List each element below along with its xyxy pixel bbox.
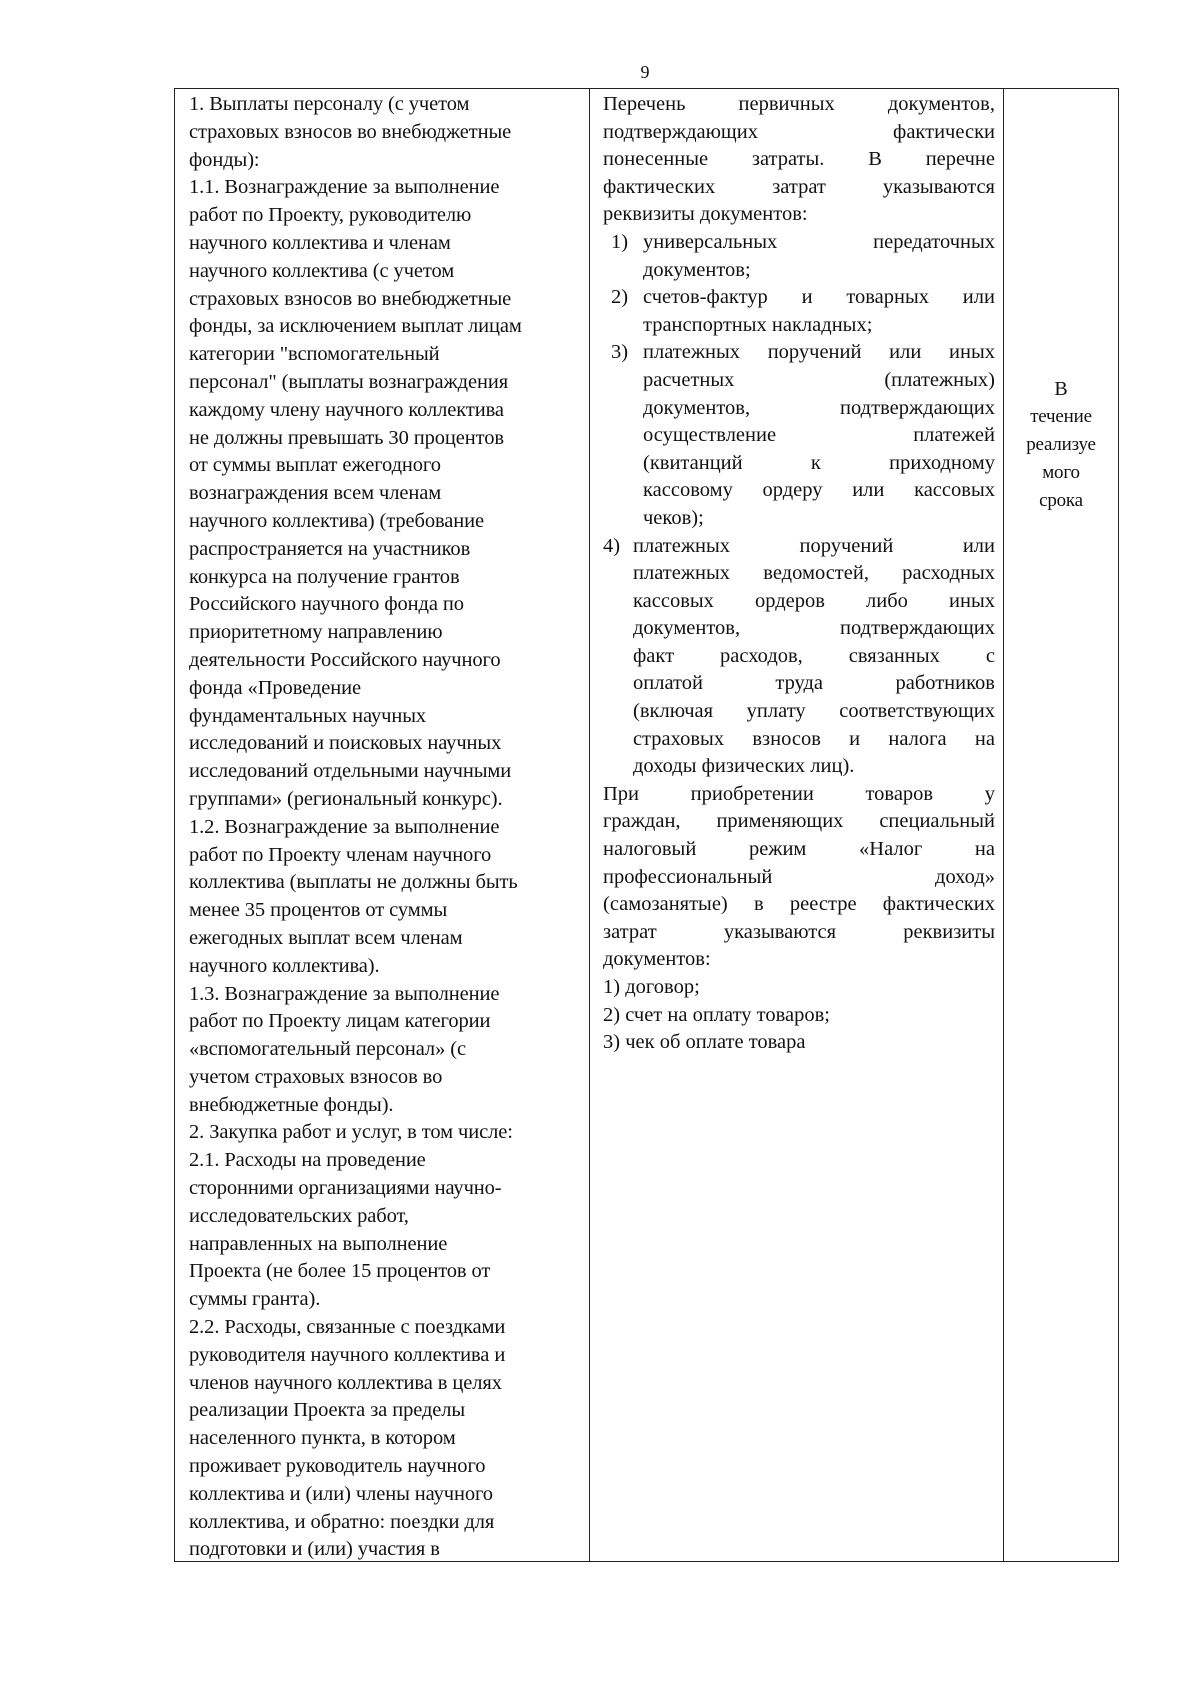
word: и — [801, 286, 813, 309]
word: иных — [949, 341, 995, 364]
word: профессиональный — [603, 865, 773, 888]
word: фактических — [882, 893, 995, 916]
justified-line — [603, 808, 995, 836]
word: ведомостей, — [763, 562, 869, 585]
expense-table — [174, 88, 1119, 1562]
word: факт — [633, 644, 675, 667]
word: работников — [895, 672, 995, 695]
supporting-documents-column — [590, 89, 1004, 1561]
category-line: деятельности Российского научного — [189, 648, 501, 671]
category-line: руководителя научного коллектива и — [189, 1343, 506, 1366]
deadline-line: В — [1054, 378, 1068, 400]
justified-line — [633, 726, 995, 754]
word: ордеру — [762, 479, 823, 502]
word: поручений — [799, 534, 894, 557]
category-line: конкурса на получение грантов — [189, 565, 460, 588]
category-line: коллектива (выплаты не должны быть — [189, 871, 518, 894]
word: или — [889, 341, 922, 364]
category-line: работ по Проекту членам научного — [189, 843, 492, 866]
category-line: научного коллектива (с учетом — [189, 259, 455, 282]
word: (платежных) — [884, 368, 995, 391]
document-list-item — [603, 284, 995, 339]
word: товаров — [865, 782, 934, 805]
category-line: реализации Проекта за пределы — [189, 1399, 466, 1422]
word: расходных — [902, 562, 995, 585]
deadline-line: срока — [1039, 490, 1083, 511]
category-line: сторонними организациями научно- — [189, 1177, 502, 1200]
category-line: 1. Выплаты персоналу (с учетом — [189, 93, 470, 115]
category-line: работ по Проекту, руководителю — [189, 204, 472, 227]
word: взносов — [752, 727, 821, 750]
word: на — [974, 838, 995, 861]
word: фактических — [603, 175, 716, 198]
word: кассовых — [914, 479, 995, 502]
justified-line — [633, 615, 995, 643]
category-line: 1.1. Вознаграждение за выполнение — [189, 176, 500, 199]
text-line: реквизиты документов: — [603, 203, 808, 226]
word: или — [852, 479, 885, 502]
word: кассовому — [643, 479, 733, 502]
word: с — [985, 644, 995, 667]
justified-line — [603, 146, 995, 174]
category-line: «вспомогательный персонал» (с — [189, 1038, 466, 1061]
justified-line — [643, 339, 995, 367]
category-line: 1.3. Вознаграждение за выполнение — [189, 982, 500, 1005]
word: режим — [748, 838, 807, 861]
justified-line — [603, 836, 995, 864]
expense-category-column — [175, 89, 590, 1561]
justified-line — [603, 91, 995, 119]
justified-line — [633, 588, 995, 616]
category-line: населенного пункта, в котором — [189, 1427, 456, 1450]
word: или — [962, 534, 995, 557]
category-line: исследовательских работ, — [189, 1204, 409, 1227]
category-line: страховых взносов во внебюджетные — [189, 287, 512, 310]
word: затрат — [603, 920, 657, 943]
justified-line — [603, 864, 995, 892]
justified-line — [603, 891, 995, 919]
word: и — [849, 727, 861, 750]
list-item-body — [633, 533, 995, 781]
word: понесенные — [603, 148, 709, 171]
document-list-item — [603, 229, 995, 284]
category-line: группами» (региональный конкурс). — [189, 787, 503, 810]
deadline-column — [1004, 89, 1118, 1561]
word: расчетных — [643, 368, 735, 391]
word: (включая — [633, 700, 714, 723]
category-line: категории "вспомогательный — [189, 343, 440, 366]
justified-line — [633, 698, 995, 726]
word: у — [984, 782, 995, 805]
word: (квитанций — [643, 451, 743, 474]
text-line: 3) чек об оплате товара — [603, 1031, 806, 1054]
text-line: 2) счет на оплату товаров; — [603, 1003, 830, 1026]
word: «Налог — [859, 838, 923, 861]
text-line: чеков); — [643, 506, 704, 529]
word: Перечень — [603, 93, 686, 115]
text-line: документов: — [603, 948, 711, 971]
word: кассовых — [633, 589, 714, 612]
justified-line — [603, 919, 995, 947]
word: ордеров — [755, 589, 825, 612]
category-line: каждому члену научного коллектива — [189, 398, 504, 421]
word: платежных — [643, 341, 740, 364]
category-line: работ по Проекту лицам категории — [189, 1010, 491, 1033]
justified-line — [643, 422, 995, 450]
word: платежных — [633, 562, 730, 585]
category-line: ежегодных выплат всем членам — [189, 926, 463, 949]
word: товарных — [846, 286, 930, 309]
word: связанных — [848, 644, 940, 667]
word: перечне — [925, 148, 995, 171]
word: иных — [949, 589, 995, 612]
word: универсальных — [643, 230, 778, 253]
word: налога — [888, 727, 947, 750]
justified-line — [643, 450, 995, 478]
word: платежных — [633, 534, 730, 557]
list-item-body — [643, 284, 995, 339]
document-list-item — [603, 533, 995, 781]
justified-line — [603, 781, 995, 809]
justified-line — [643, 395, 995, 423]
word: затраты. — [751, 148, 825, 171]
word: уплату — [746, 700, 806, 723]
justified-line — [643, 229, 995, 257]
category-line: 2. Закупка работ и услуг, в том числе: — [189, 1121, 513, 1144]
category-line: исследований отдельными научными — [189, 760, 512, 783]
word: расходов, — [720, 644, 803, 667]
category-line: распространяется на участников — [189, 537, 471, 560]
category-line: не должны превышать 30 процентов — [189, 426, 504, 449]
category-line: Проекта (не более 15 процентов от — [189, 1260, 491, 1283]
word: платежей — [913, 424, 995, 447]
word: к — [810, 451, 821, 474]
justified-line — [633, 643, 995, 671]
word: в — [754, 893, 764, 916]
deadline-line: мого — [1042, 462, 1080, 483]
justified-line — [603, 119, 995, 147]
word: документов, — [633, 617, 741, 640]
word: применяющих — [716, 810, 844, 833]
category-line: подготовки и (или) участия в — [189, 1538, 440, 1561]
justified-line — [633, 670, 995, 698]
word: счетов-фактур — [643, 286, 768, 309]
word: доход» — [935, 865, 995, 888]
list-item-body — [643, 339, 995, 532]
text-line: 1) договор; — [603, 976, 700, 998]
justified-line — [643, 477, 995, 505]
category-line: 2.2. Расходы, связанные с поездками — [189, 1316, 506, 1339]
category-line: суммы гранта). — [189, 1288, 321, 1311]
word: приобретении — [690, 782, 814, 805]
word: фактически — [893, 120, 995, 143]
category-line: внебюджетные фонды). — [189, 1093, 394, 1116]
text-line: транспортных накладных; — [643, 313, 873, 336]
word: граждан, — [603, 810, 681, 833]
category-line: страховых взносов во внебюджетные — [189, 120, 512, 143]
category-line: направленных на выполнение — [189, 1232, 448, 1255]
list-number: 3) — [611, 341, 629, 364]
word: соответствующих — [839, 700, 995, 723]
category-line: научного коллектива) (требование — [189, 509, 485, 532]
word: либо — [866, 589, 908, 612]
word: документов, — [887, 93, 995, 115]
category-line: приоритетному направлению — [189, 621, 443, 644]
word: оплатой — [633, 672, 703, 695]
word: приходному — [889, 451, 995, 474]
word: поручений — [767, 341, 862, 364]
justified-line — [643, 367, 995, 395]
category-line: фонды): — [189, 148, 260, 171]
word: документов, — [643, 396, 751, 419]
justified-line — [633, 560, 995, 588]
word: налоговый — [603, 838, 697, 861]
category-line: коллектива, и обратно: поездки для — [189, 1510, 495, 1533]
deadline-line: реализуе — [1026, 434, 1096, 455]
list-number: 1) — [611, 230, 629, 253]
word: (самозанятые) — [603, 893, 728, 916]
word: или — [962, 286, 995, 309]
word: В — [868, 148, 882, 171]
category-line: менее 35 процентов от суммы — [189, 899, 448, 922]
word: труда — [775, 672, 824, 695]
word: реестре — [789, 893, 857, 916]
word: подтверждающих — [840, 617, 995, 640]
category-line: коллектива и (или) члены научного — [189, 1482, 493, 1505]
justified-line — [603, 174, 995, 202]
category-line: проживает руководитель научного — [189, 1455, 486, 1478]
category-line: 1.2. Вознаграждение за выполнение — [189, 815, 500, 838]
category-line: вознаграждения всем членам — [189, 482, 442, 505]
text-line: доходы физических лиц). — [633, 755, 855, 778]
list-number: 4) — [603, 534, 621, 557]
deadline-line: течение — [1030, 406, 1092, 427]
category-line: фонда «Проведение — [189, 676, 361, 699]
word: При — [603, 782, 640, 805]
category-line: учетом страховых взносов во — [189, 1065, 443, 1088]
word: указываются — [723, 920, 837, 943]
word: страховых — [633, 727, 725, 750]
category-line: научного коллектива). — [189, 954, 380, 977]
word: передаточных — [873, 230, 995, 253]
category-line: фонды, за исключением выплат лицам — [189, 315, 522, 338]
word: специальный — [879, 810, 995, 833]
category-line: 2.1. Расходы на проведение — [189, 1149, 426, 1172]
word: реквизиты — [903, 920, 995, 943]
word: на — [974, 727, 995, 750]
category-line: персонал" (выплаты вознаграждения — [189, 370, 509, 393]
word: подтверждающих — [603, 120, 758, 143]
justified-line — [633, 533, 995, 561]
page-number: 9 — [640, 62, 650, 82]
word: указываются — [882, 175, 995, 198]
list-item-body — [643, 229, 995, 284]
category-line: фундаментальных научных — [189, 704, 427, 727]
list-number: 2) — [611, 286, 629, 309]
category-line: от суммы выплат ежегодного — [189, 454, 441, 477]
category-line: исследований и поисковых научных — [189, 732, 502, 755]
word: первичных — [738, 93, 835, 115]
document-list-item — [603, 339, 995, 532]
category-line: Российского научного фонда по — [189, 593, 464, 616]
text-line: документов; — [643, 258, 751, 281]
category-line: членов научного коллектива в целях — [189, 1371, 502, 1394]
word: осуществление — [643, 424, 777, 447]
category-line: научного коллектива и членам — [189, 231, 451, 254]
word: затрат — [772, 175, 826, 198]
word: подтверждающих — [840, 396, 995, 419]
justified-line — [643, 284, 995, 312]
